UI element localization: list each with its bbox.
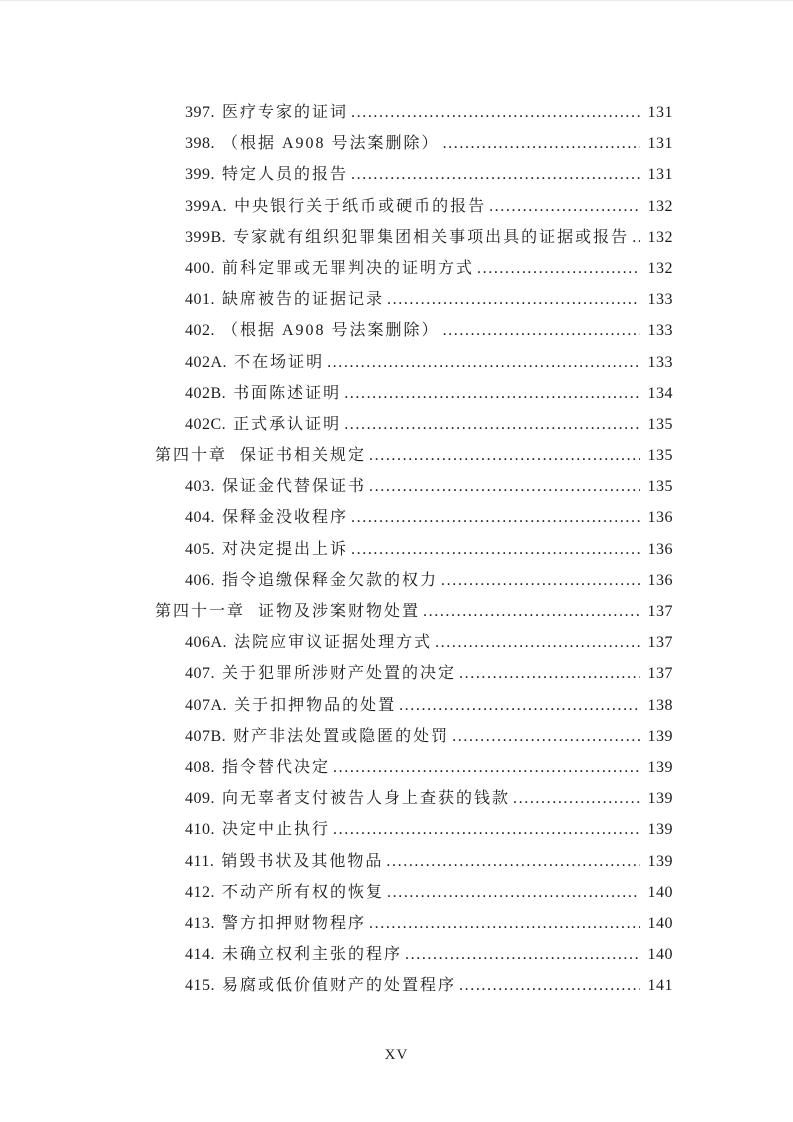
toc-entry-page: 133 <box>647 291 673 309</box>
dot-leader <box>459 658 639 689</box>
toc-row <box>155 128 673 159</box>
toc-entry-title: 特定人员的报告 <box>222 166 349 184</box>
dot-leader <box>369 908 639 939</box>
toc-entry-number: 第四十章 <box>155 447 228 465</box>
dot-leader <box>632 222 639 253</box>
toc-entry-number: 409. <box>185 790 215 808</box>
toc-entry-number: 400. <box>185 259 215 277</box>
toc-entry-number: 398. <box>185 135 215 153</box>
toc-row <box>155 284 673 315</box>
toc-entry-page: 139 <box>647 852 673 870</box>
toc-entry-title: 指令替代决定 <box>222 758 331 776</box>
toc-row <box>155 315 673 346</box>
toc-entry-number: 402A. <box>185 353 228 371</box>
toc-row <box>155 721 673 752</box>
toc-row <box>155 409 673 440</box>
toc-entry-title: 财产非法处置或隐匿的处罚 <box>233 727 450 745</box>
dot-leader <box>387 284 639 315</box>
toc-entry-number: 第四十一章 <box>155 603 246 620</box>
toc-entry-number: 407. <box>185 665 215 683</box>
toc-entry-page: 139 <box>647 727 673 745</box>
toc-row <box>155 378 673 409</box>
toc-row <box>155 565 673 596</box>
dot-leader <box>441 565 639 596</box>
toc-row <box>155 440 673 471</box>
toc-entry-title: 书面陈述证明 <box>233 384 342 402</box>
toc-entry-title: 保释金没收程序 <box>222 509 349 527</box>
toc-entry-number: 405. <box>185 540 215 558</box>
toc-entry-title: 易腐或低价值财产的处置程序 <box>222 977 457 995</box>
toc-row <box>155 253 673 284</box>
toc-entry-page: 139 <box>647 790 673 808</box>
toc-row <box>155 471 673 502</box>
toc-entry-number: 403. <box>185 478 215 496</box>
toc-entry-page: 140 <box>647 946 673 964</box>
toc-entry-title: 缺席被告的证据记录 <box>222 291 385 309</box>
toc-entry-number: 407B. <box>185 727 227 745</box>
toc-entry-number: 415. <box>185 977 215 995</box>
toc-row <box>155 814 673 845</box>
dot-leader <box>387 877 639 908</box>
toc-entry-title: 关于犯罪所涉财产处置的决定 <box>222 665 457 683</box>
toc-entry-number: 407A. <box>185 696 228 714</box>
toc-entry-title: 销毁书状及其他物品 <box>221 852 384 870</box>
toc-entry-number: 414. <box>185 946 215 964</box>
dot-leader <box>333 814 639 845</box>
toc-entry-number: 399. <box>185 166 215 184</box>
toc-entry-number: 413. <box>185 914 215 932</box>
toc-entry-page: 132 <box>647 228 673 246</box>
toc-entry-title: 不在场证明 <box>234 353 325 371</box>
dot-leader <box>351 502 639 533</box>
toc-entry-page: 138 <box>647 696 673 714</box>
toc-entry-title: 向无辜者支付被告人身上查获的钱款 <box>222 790 511 808</box>
toc-entry-number: 402B. <box>185 384 227 402</box>
dot-leader <box>477 253 639 284</box>
toc-entry-title: 警方扣押财物程序 <box>222 914 367 932</box>
toc-entry-page: 137 <box>647 665 673 683</box>
toc-entry-number: 408. <box>185 758 215 776</box>
toc-entry-title: 关于扣押物品的处置 <box>234 696 397 714</box>
dot-leader <box>423 596 639 627</box>
toc-entry-page: 136 <box>647 571 673 589</box>
toc-entry-page: 139 <box>647 758 673 776</box>
page-footer <box>0 1047 793 1064</box>
toc-entry-title: 证物及涉案财物处置 <box>258 603 421 620</box>
toc-entry-number: 402C. <box>185 415 227 433</box>
dot-leader <box>405 939 639 970</box>
toc-entry-title: 不动产所有权的恢复 <box>222 883 385 901</box>
toc-row <box>155 534 673 565</box>
dot-leader <box>459 970 639 1001</box>
toc-entry-number: 410. <box>185 821 215 839</box>
toc-entry-title: （根据 A908 号法案删除） <box>222 135 440 153</box>
toc-entry-number: 404. <box>185 509 215 527</box>
toc-entry-title: 法院应审议证据处理方式 <box>234 634 433 652</box>
toc-row <box>155 596 673 627</box>
toc-entry-title: 指令追缴保释金欠款的权力 <box>222 571 439 589</box>
dot-leader <box>351 97 639 128</box>
dot-leader <box>351 159 639 190</box>
dot-leader <box>386 846 639 877</box>
dot-leader <box>443 128 640 159</box>
toc-row <box>155 783 673 814</box>
toc-row <box>155 191 673 222</box>
toc-list <box>155 97 673 1001</box>
toc-row <box>155 939 673 970</box>
toc-row <box>155 159 673 190</box>
toc-entry-page: 136 <box>647 509 673 527</box>
toc-entry-title: 正式承认证明 <box>233 415 342 433</box>
toc-entry-number: 401. <box>185 291 215 309</box>
toc-row <box>155 658 673 689</box>
toc-entry-number: 399B. <box>185 228 227 246</box>
toc-entry-title: 未确立权利主张的程序 <box>222 946 403 964</box>
toc-entry-number: 402. <box>185 322 215 340</box>
toc-entry-page: 141 <box>647 977 673 995</box>
dot-leader <box>399 690 639 721</box>
toc-entry-page: 137 <box>647 634 673 652</box>
dot-leader <box>344 378 639 409</box>
footer-page-number: XV <box>384 1047 409 1063</box>
dot-leader <box>344 409 639 440</box>
toc-entry-page: 134 <box>647 384 673 402</box>
toc-entry-page: 140 <box>647 883 673 901</box>
toc-row <box>155 502 673 533</box>
dot-leader <box>333 752 639 783</box>
toc-entry-number: 411. <box>185 852 215 870</box>
toc-entry-page: 135 <box>647 478 673 496</box>
toc-entry-page: 136 <box>647 540 673 558</box>
toc-entry-page: 135 <box>647 415 673 433</box>
toc-entry-page: 133 <box>647 322 673 340</box>
toc-row <box>155 222 673 253</box>
toc-row <box>155 690 673 721</box>
toc-entry-page: 139 <box>647 821 673 839</box>
toc-entry-page: 137 <box>647 603 673 620</box>
dot-leader <box>489 191 639 222</box>
toc-entry-title: 决定中止执行 <box>222 821 331 839</box>
toc-entry-title: 保证书相关规定 <box>240 447 367 465</box>
toc-entry-page: 131 <box>647 104 673 121</box>
toc-row <box>155 970 673 1001</box>
toc-row <box>155 752 673 783</box>
toc-row <box>155 97 673 128</box>
dot-leader <box>369 471 639 502</box>
toc-entry-number: 399A. <box>185 197 228 215</box>
dot-leader <box>513 783 639 814</box>
toc-entry-title: 医疗专家的证词 <box>222 104 349 121</box>
dot-leader <box>443 315 640 346</box>
toc-entry-page: 131 <box>647 135 673 153</box>
toc-entry-number: 406A. <box>185 634 228 652</box>
toc-entry-page: 135 <box>647 447 673 465</box>
toc-row <box>155 627 673 658</box>
toc-entry-title: 专家就有组织犯罪集团相关事项出具的证据或报告 <box>233 228 630 246</box>
toc-row <box>155 846 673 877</box>
toc-entry-title: 保证金代替保证书 <box>222 478 367 496</box>
toc-entry-page: 131 <box>647 166 673 184</box>
toc-row <box>155 877 673 908</box>
dot-leader <box>369 440 639 471</box>
toc-entry-page: 133 <box>647 353 673 371</box>
toc-entry-number: 397. <box>185 104 215 121</box>
toc-row <box>155 347 673 378</box>
toc-entry-title: 前科定罪或无罪判决的证明方式 <box>222 259 475 277</box>
toc-entry-number: 412. <box>185 883 215 901</box>
dot-leader <box>435 627 639 658</box>
toc-entry-number: 406. <box>185 571 215 589</box>
dot-leader <box>452 721 639 752</box>
toc-entry-page: 132 <box>647 197 673 215</box>
toc-entry-page: 140 <box>647 914 673 932</box>
toc-entry-page: 132 <box>647 259 673 277</box>
toc-entry-title: （根据 A908 号法案删除） <box>222 322 440 340</box>
toc-entry-title: 对决定提出上诉 <box>222 540 349 558</box>
toc-row <box>155 908 673 939</box>
toc-entry-title: 中央银行关于纸币或硬币的报告 <box>234 197 487 215</box>
dot-leader <box>327 347 639 378</box>
dot-leader <box>351 534 639 565</box>
